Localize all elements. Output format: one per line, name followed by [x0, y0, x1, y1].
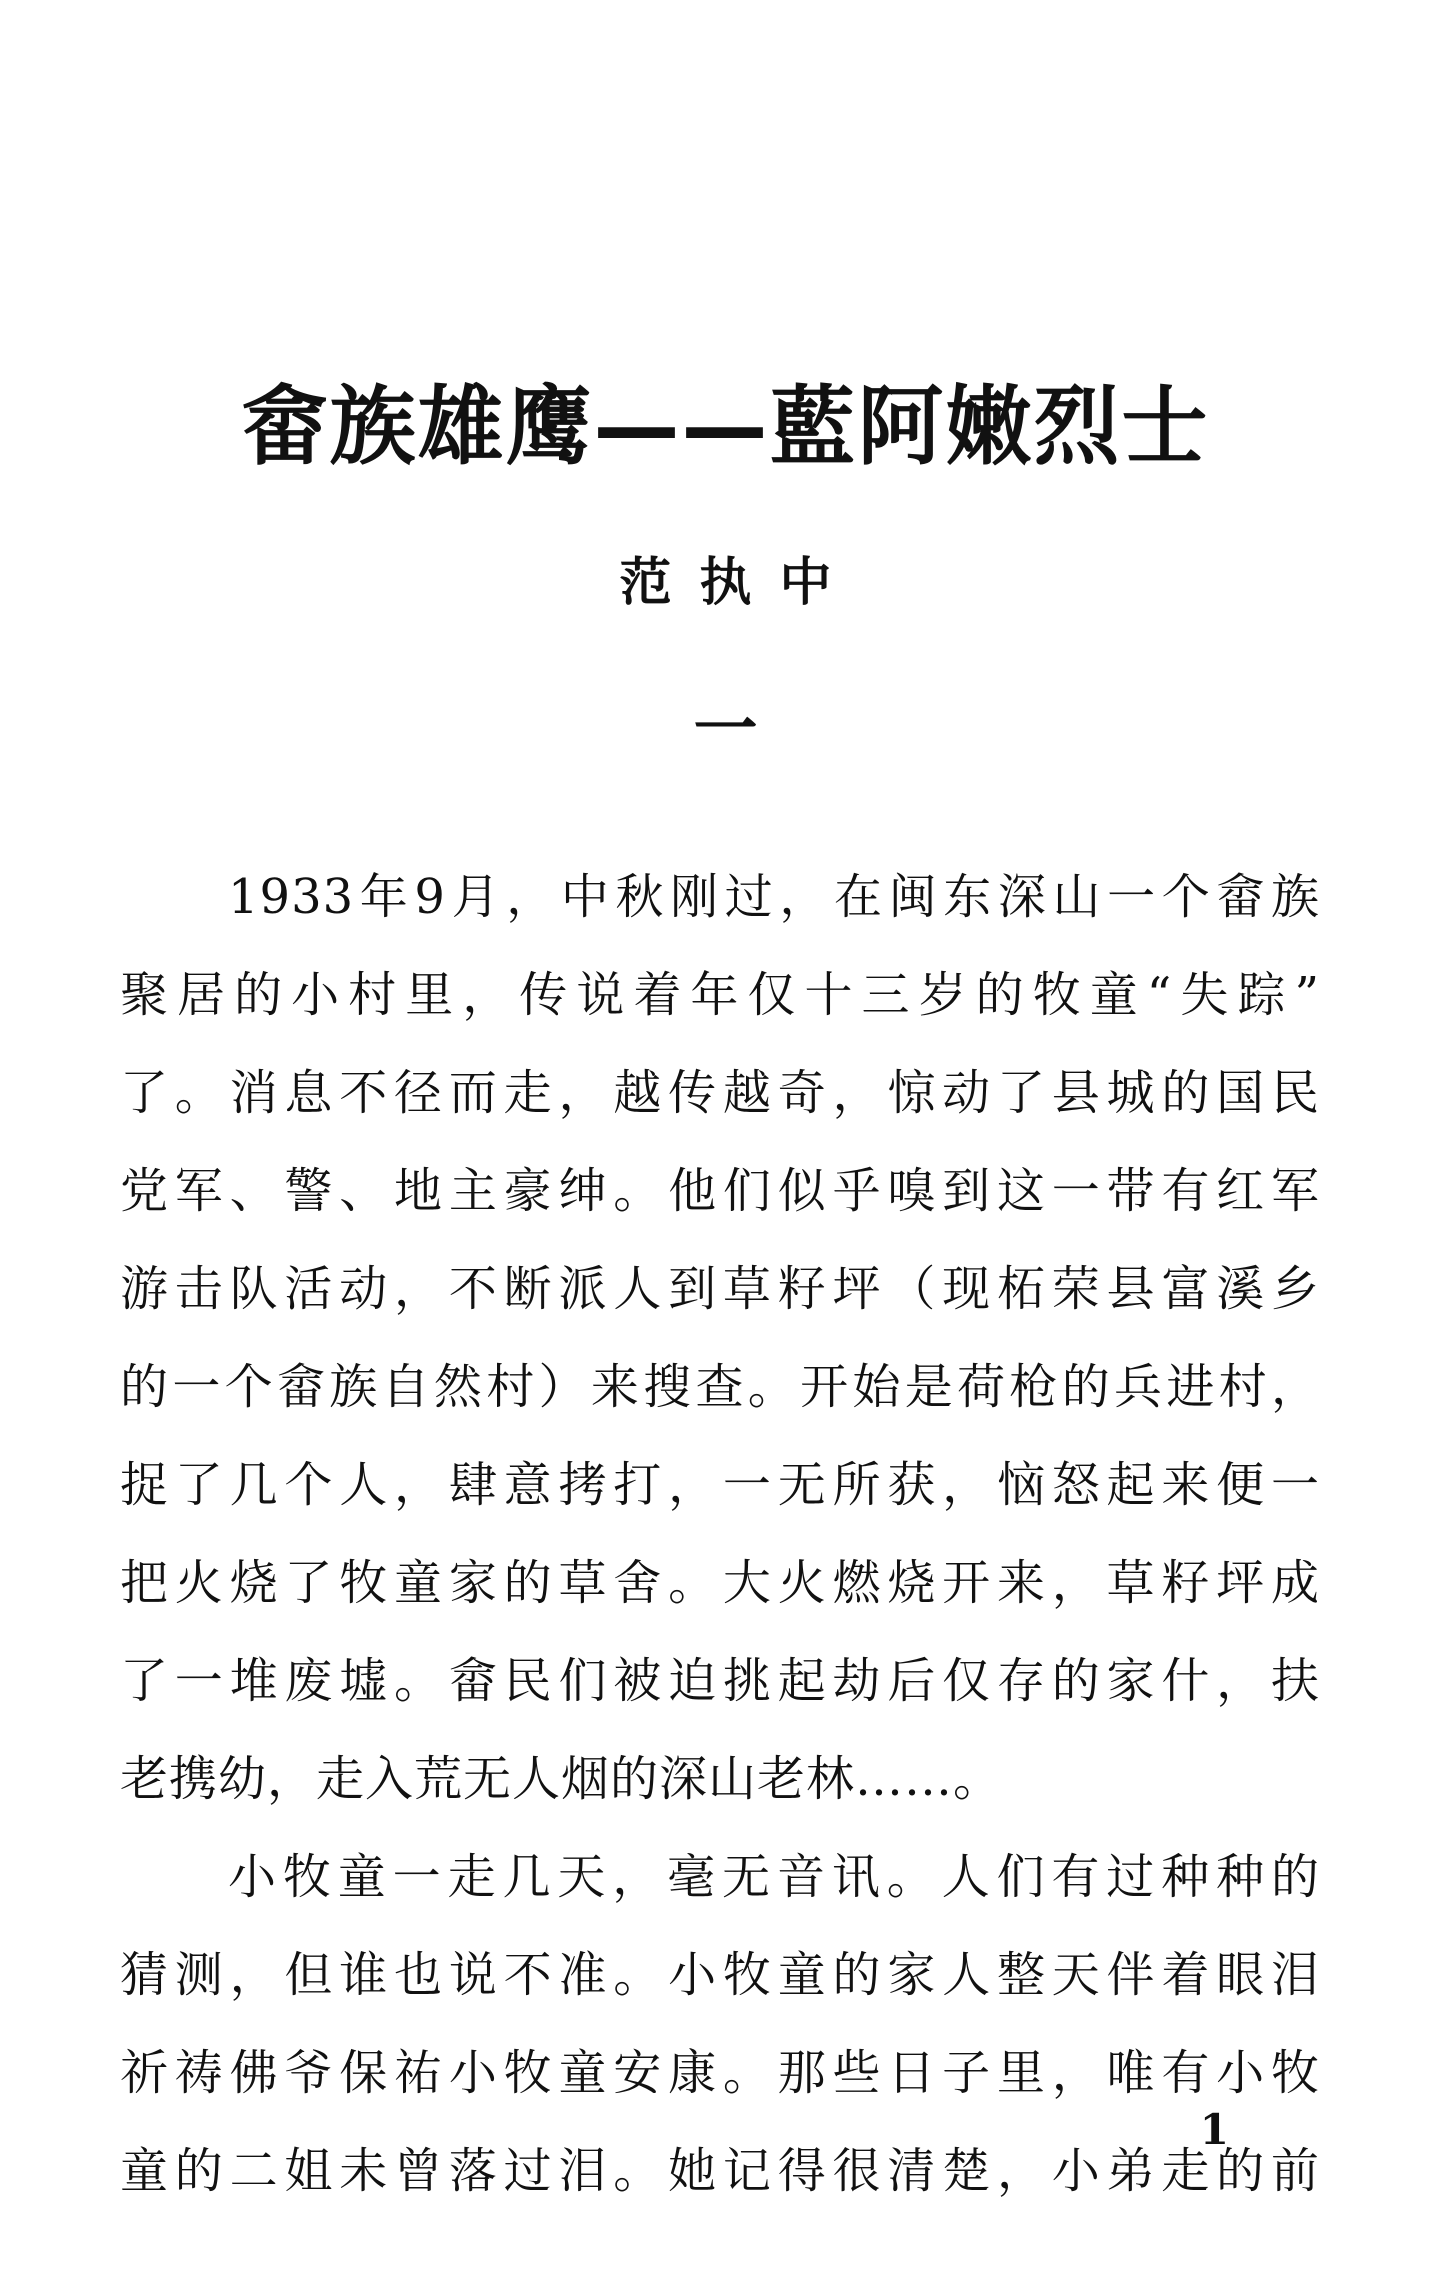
text-line: 了。消息不径而走，越传越奇，惊动了县城的国民 [120, 1065, 1320, 1121]
text-line: 童的二姐未曾落过泪。她记得很清楚，小弟走的前 [120, 2143, 1320, 2199]
text-line: 猜测，但谁也说不准。小牧童的家人整天伴着眼泪 [120, 1947, 1320, 2003]
text-line: 党军、警、地主豪绅。他们似乎嗅到这一带有红军 [120, 1163, 1320, 1219]
article-title: 畲族雄鹰——藍阿嫩烈士 [241, 377, 1210, 477]
author-name: 范执中 [619, 553, 860, 613]
text-line: 祈祷佛爷保祐小牧童安康。那些日子里，唯有小牧 [120, 2045, 1320, 2101]
text-line: 游击队活动，不断派人到草籽坪（现柘荣县富溪乡 [120, 1261, 1320, 1317]
text-line: 把火烧了牧童家的草舍。大火燃烧开来，草籽坪成 [120, 1555, 1320, 1611]
page-number: 1 [1199, 2105, 1229, 2154]
body-text [120, 848, 1320, 2220]
text-line: 老携幼，走入荒无人烟的深山老林……。 [120, 1751, 1003, 1807]
text-line: 捉了几个人，肆意拷打，一无所获，恼怒起来便一 [120, 1457, 1320, 1513]
text-line: 的一个畲族自然村）来搜查。开始是荷枪的兵进村， [120, 1359, 1320, 1415]
section-heading: 一 [693, 693, 758, 767]
text-line: 小牧童一走几天，毫无音讯。人们有过种种的 [228, 1849, 1320, 1905]
text-line: 了一堆废墟。畲民们被迫挑起劫后仅存的家什，扶 [120, 1653, 1320, 1709]
text-line: 1933年9月，中秋刚过，在闽东深山一个畲族 [228, 869, 1320, 925]
text-line: 聚居的小村里，传说着年仅十三岁的牧童“失踪” [120, 967, 1320, 1023]
